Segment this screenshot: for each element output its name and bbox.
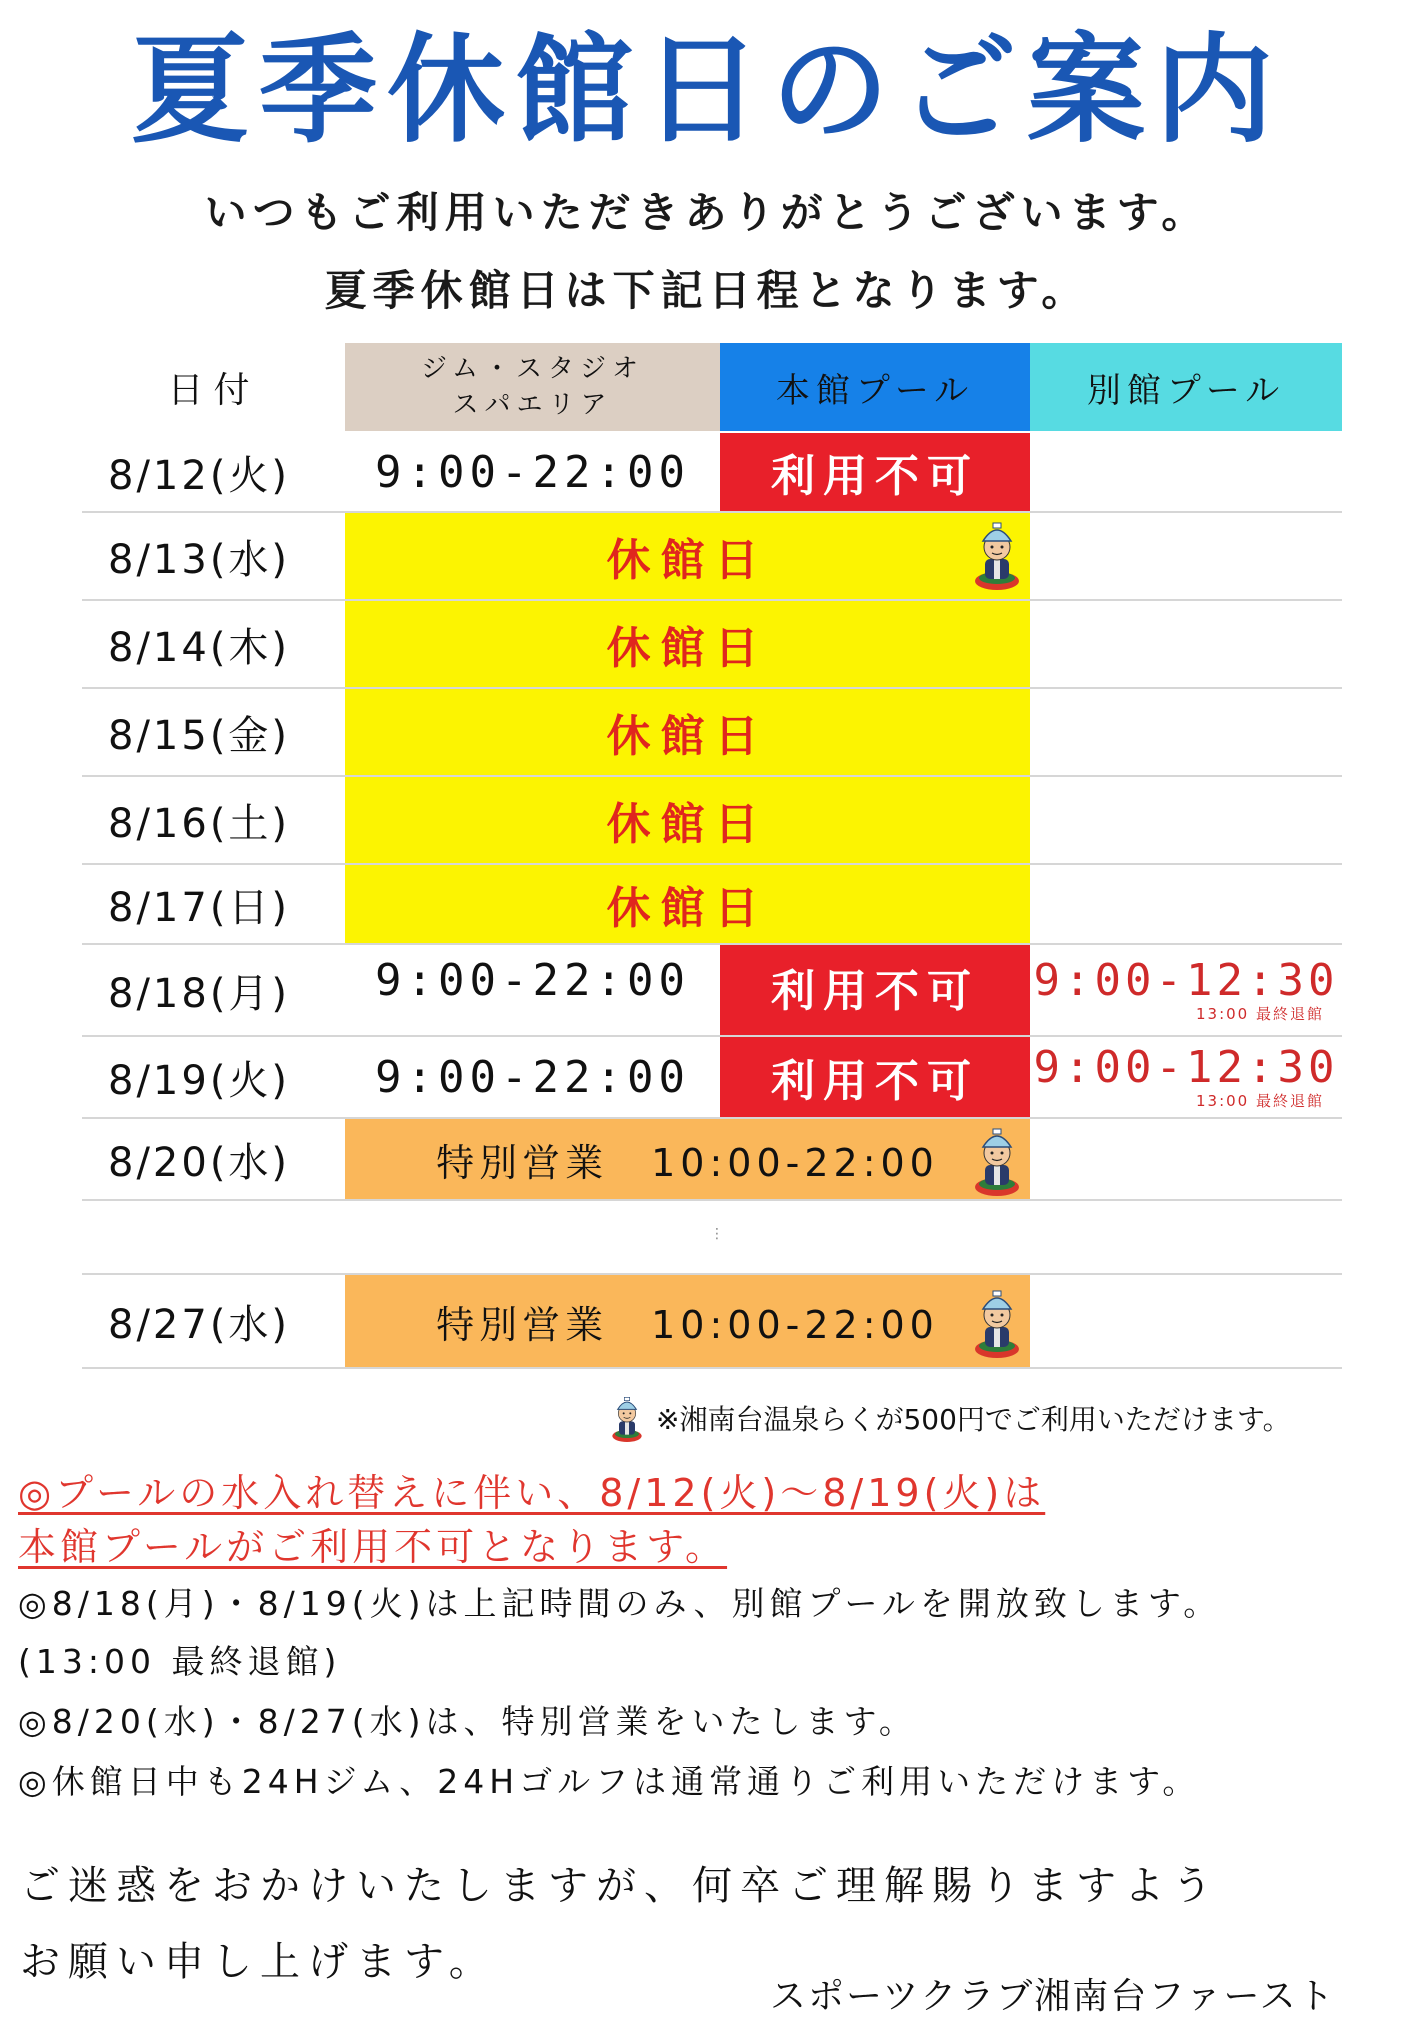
- header-gym-line2: スパエリア: [452, 390, 613, 420]
- row-date: 8/19(火): [108, 1057, 291, 1104]
- annex-pool-hours: [1030, 1037, 1342, 1117]
- annex-last-exit: 13:00 最終退館: [1196, 1092, 1324, 1110]
- special-business-info: ◎8/20(水)・8/27(水)は、特別営業をいたします。: [18, 1702, 917, 1741]
- row-date: 8/16(土): [108, 800, 291, 847]
- main-pool-unavailable: 利用不可: [720, 945, 1030, 1035]
- row-date: 8/13(水): [108, 536, 291, 583]
- annex-hours-value: 9:00-12:30: [1033, 955, 1339, 1006]
- gym-hours: 9:00-22:00: [375, 954, 690, 1006]
- gym-hours: 9:00-22:00: [375, 1051, 690, 1103]
- header-gym-studio-spa: [345, 343, 720, 431]
- last-exit-info: (13:00 最終退館): [18, 1642, 342, 1681]
- closed-label: 休館日: [606, 535, 769, 586]
- closing-apology: ご迷惑をおかけいたしますが、何卒ご理解賜りますよう: [20, 1863, 1220, 1909]
- main-pool-unavailable: 利用不可: [720, 433, 1030, 511]
- row-date: 8/12(火): [108, 452, 291, 499]
- main-pool-unavailable: 利用不可: [720, 1037, 1030, 1117]
- special-hours: 特別営業 10:00-22:00: [345, 1275, 1030, 1367]
- row-date: 8/18(月): [108, 970, 291, 1017]
- gym-hours: 9:00-22:00: [375, 446, 690, 498]
- header-date: 日付: [82, 343, 345, 431]
- closed-label: 休館日: [606, 623, 769, 674]
- pool-notice-line1: ◎プールの水入れ替えに伴い、8/12(火)〜8/19(火)は: [18, 1471, 1046, 1515]
- 24h-facilities-info: ◎休館日中も24Hジム、24Hゴルフは通常通りご利用いただけます。: [18, 1762, 1201, 1801]
- schedule-table: [82, 343, 1342, 1378]
- closed-label: 休館日: [606, 883, 769, 934]
- row-date: 8/20(水): [108, 1139, 291, 1186]
- club-name: スポーツクラブ湘南台ファースト: [770, 1976, 1336, 2017]
- mascot-icon: [972, 1121, 1022, 1199]
- mascot-icon: [610, 1392, 644, 1444]
- onsen-note: [610, 1392, 1291, 1444]
- row-date: 8/15(金): [108, 712, 291, 759]
- closed-label: 休館日: [606, 711, 769, 762]
- annex-pool-info: ◎8/18(月)・8/19(火)は上記時間のみ、別館プールを開放致します。: [18, 1584, 1222, 1623]
- ellipsis-marker: ⋮: [710, 1226, 724, 1242]
- annex-pool-hours: [1030, 945, 1342, 1035]
- row-date: 8/17(日): [108, 884, 291, 931]
- closed-label: 休館日: [606, 799, 769, 850]
- mascot-icon: [972, 1283, 1022, 1361]
- header-annex-pool: 別館プール: [1030, 343, 1342, 431]
- annex-hours-value: 9:00-12:30: [1033, 1042, 1339, 1093]
- header-main-pool: 本館プール: [720, 343, 1030, 431]
- onsen-note-text: ※湘南台温泉らくが500円でご利用いただけます。: [656, 1403, 1291, 1436]
- pool-notice-line2: 本館プールがご利用不可となります。: [18, 1525, 728, 1569]
- annex-last-exit: 13:00 最終退館: [1196, 1005, 1324, 1023]
- mascot-icon: [972, 515, 1022, 593]
- intro-thanks: いつもご利用いただきありがとうございます。: [204, 188, 1210, 237]
- page-title: 夏季休館日のご案内: [130, 20, 1283, 159]
- closing-request: お願い申し上げます。: [20, 1939, 497, 1985]
- special-hours: 特別営業 10:00-22:00: [345, 1119, 1030, 1199]
- header-gym-line1: ジム・スタジオ: [421, 354, 644, 384]
- row-date: 8/14(木): [108, 624, 291, 671]
- row-date: 8/27(水): [108, 1301, 291, 1348]
- intro-schedule: 夏季休館日は下記日程となります。: [324, 266, 1090, 315]
